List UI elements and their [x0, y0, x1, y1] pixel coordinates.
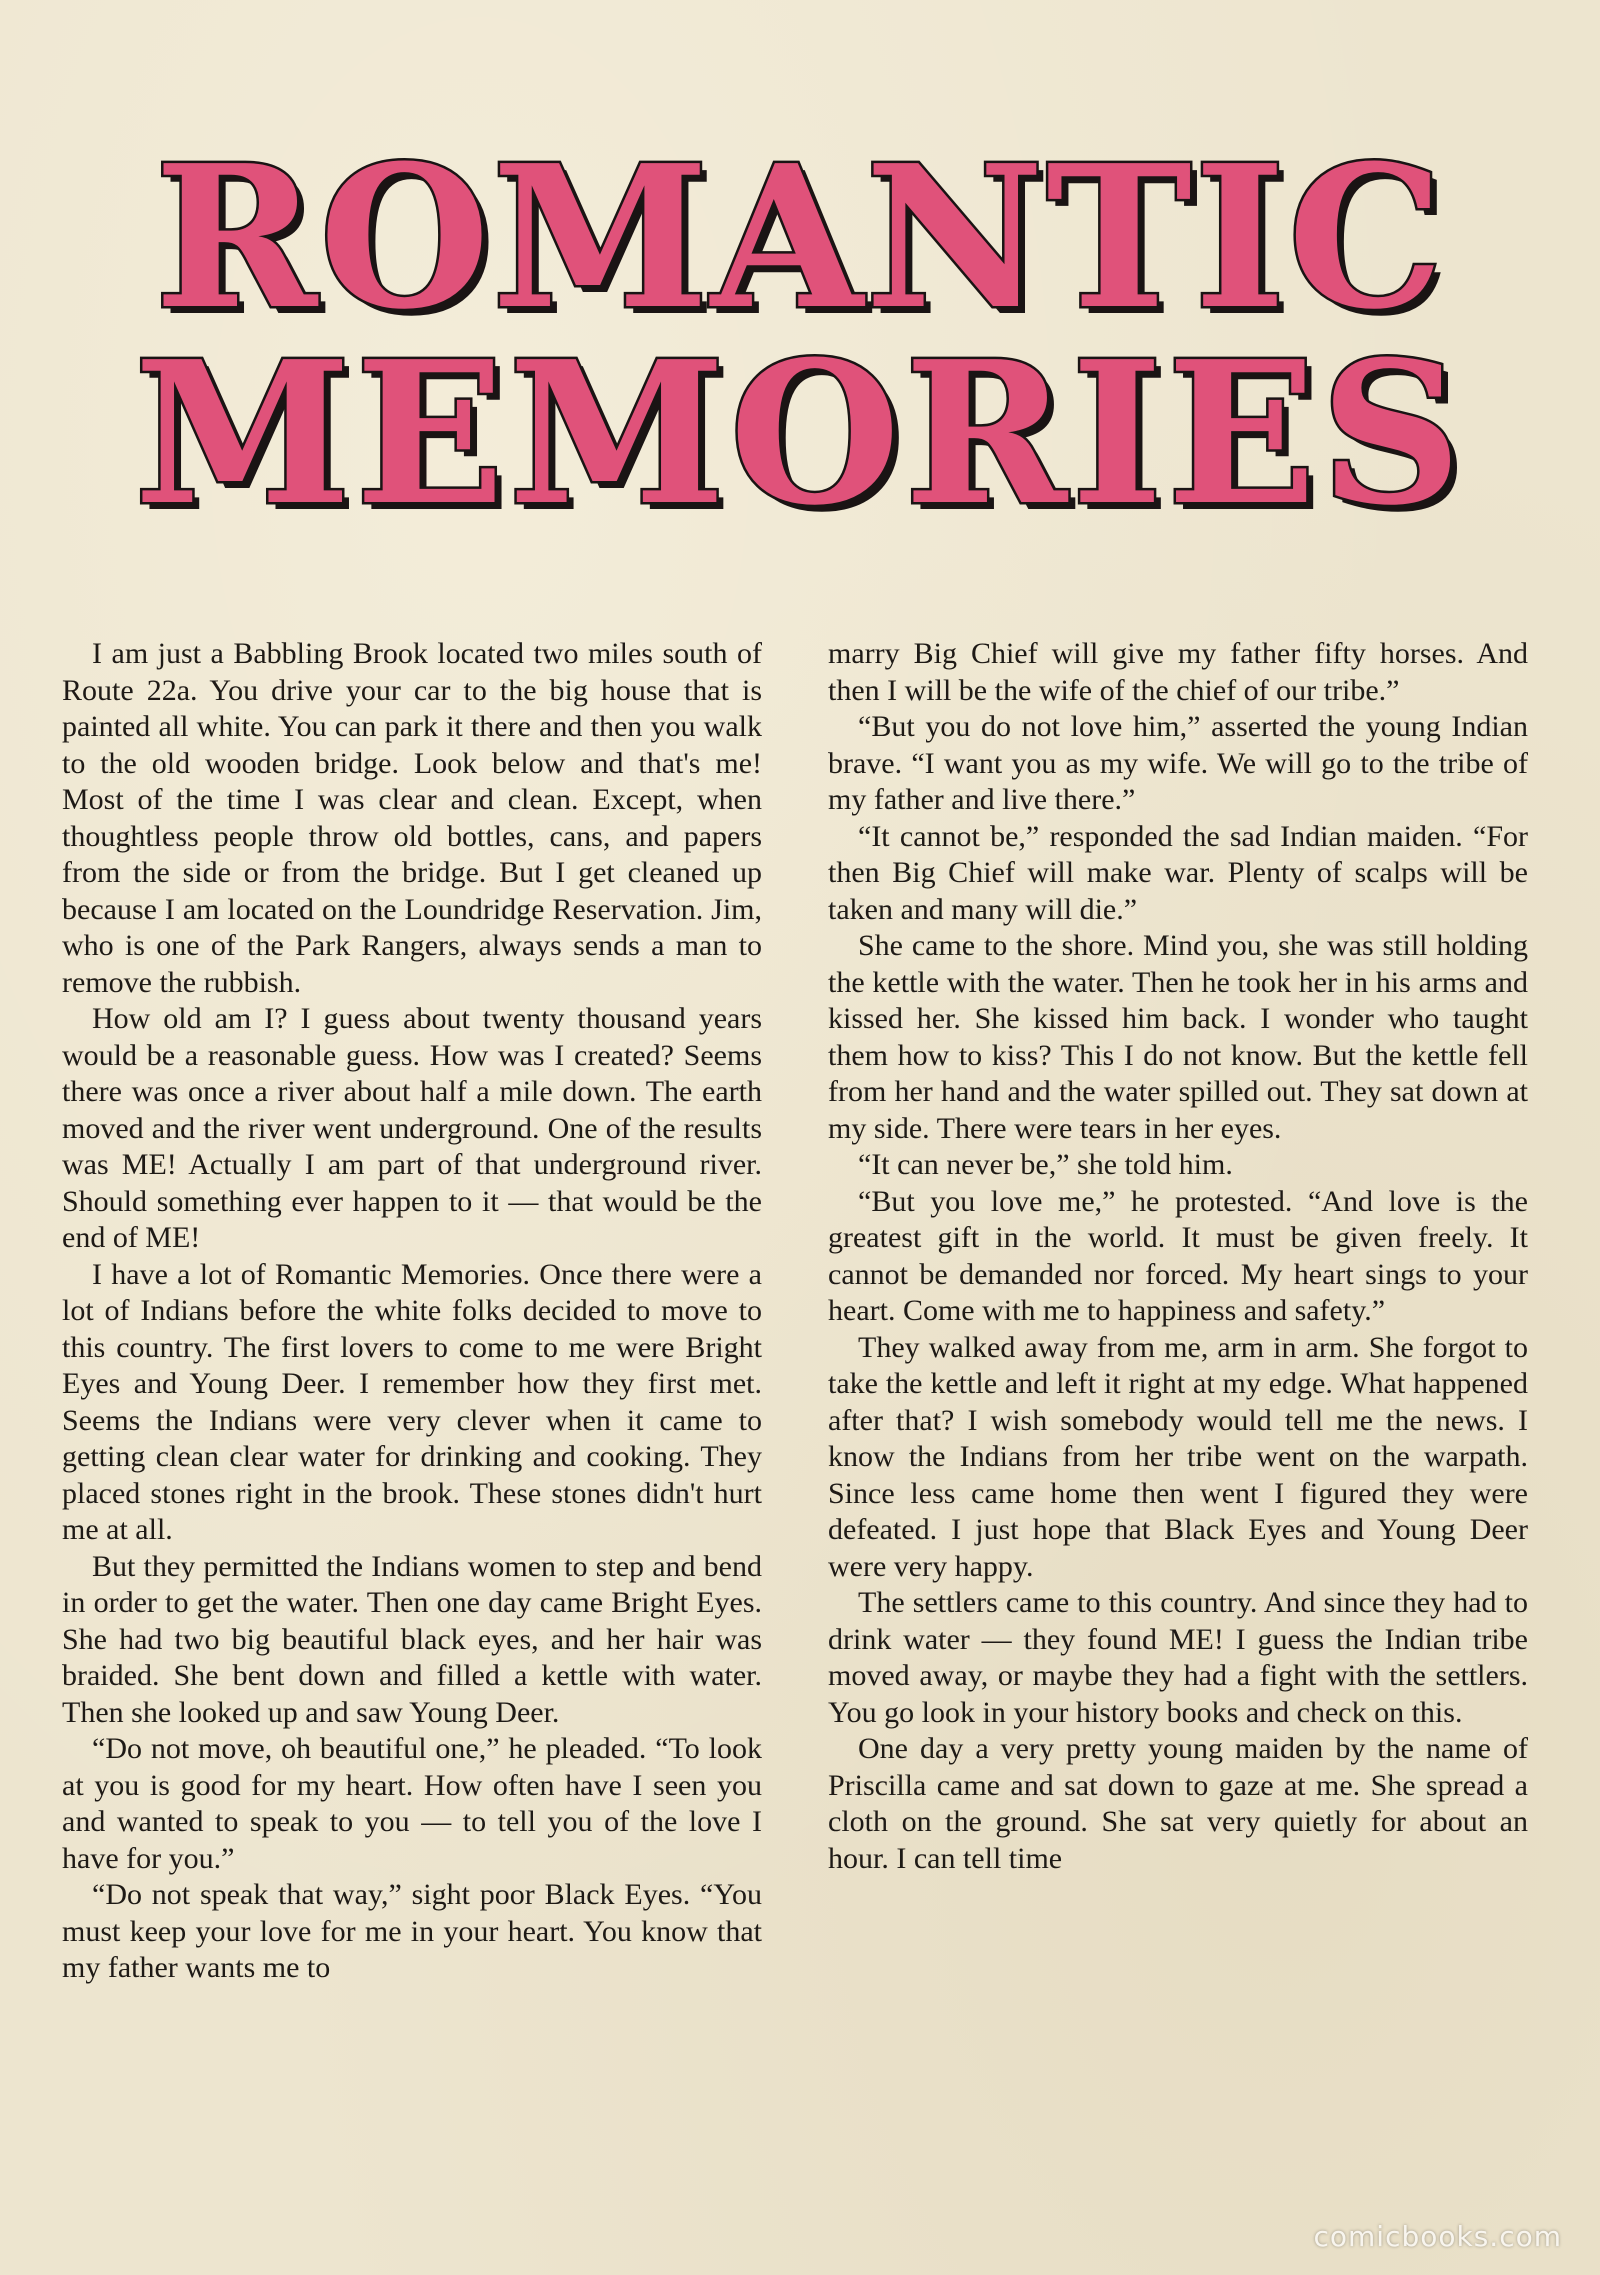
story-column-left	[62, 636, 762, 1987]
story-paragraph: “Do not speak that way,” sight poor Black Eyes. “You must keep your love for me in your heart. You know that my father wants me to	[62, 1878, 762, 1984]
story-paragraph: But they permitted the Indians women to step and bend in order to get the water. Then one day came Bright Eyes. She had two big beautiful black eyes, and her hair was braided. She bent down and filled a kettle with water. Then she looked up and saw Young Deer.	[62, 1549, 762, 1729]
story-paragraph: She came to the shore. Mind you, she was still holding the kettle with the water. Then he took her in his arms and kissed her. She kissed him back. I wonder who taught them how to kiss? This I do not know. But the kettle fell from her hand and the water spilled out. They sat down at my side. There were tears in her eyes.	[828, 929, 1528, 1145]
story-paragraph: “It cannot be,” responded the sad Indian maiden. “For then Big Chief will make war. Plenty of scalps will be taken and many will die.”	[828, 819, 1528, 926]
story-paragraph: “But you do not love him,” asserted the young Indian brave. “I want you as my wife. We will go to the tribe of my father and live there.”	[828, 710, 1528, 816]
story-paragraph-continuation: marry Big Chief will give my father fifty horses. And then I will be the wife of the chief of our tribe.”	[828, 637, 1528, 707]
story-paragraph: They walked away from me, arm in arm. She forgot to take the kettle and left it right at my edge. What happened after that? I wish somebody would tell me the news. I know the Indians from her tribe went on the warpath. Since less came home then went I figured they were defeated. I just hope that Black Eyes and Young Deer were very happy.	[828, 1330, 1528, 1583]
page-title-line-2: MEMORIES	[134, 319, 1466, 549]
story-paragraph: I have a lot of Romantic Memories. Once there were a lot of Indians before the white folks decided to move to this country. The first lovers to come to me were Bright Eyes and Young Deer. I remember how they first met. Seems the Indians were very clever when it came to getting clean clear water for drinking and cooking. They placed stones right in the brook. These stones didn't hurt me at all.	[62, 1257, 762, 1546]
story-paragraph: “But you love me,” he protested. “And love is the greatest gift in the world. It must be given freely. It cannot be demanded nor forced. My heart sings to your heart. Come with me to happiness and safety.”	[828, 1184, 1528, 1327]
story-paragraph: I am just a Babbling Brook located two miles south of Route 22a. You drive your car to the big house that is painted all white. You can park it there and then you walk to the old wooden bridge. Look below and that's me! Most of the time I was clear and clean. Except, when thoughtless people throw old bottles, cans, and papers from the side or from the bridge. But I get cleaned up because I am located on the Loundridge Reservation. Jim, who is one of the Park Rangers, always sends a man to remove the rubbish.	[62, 637, 762, 999]
story-column-right	[828, 636, 1528, 1877]
story-paragraph: How old am I? I guess about twenty thousand years would be a reasonable guess. How was I created? Seems there was once a river about half a mile down. The earth moved and the river went underground. One of the results was ME! Actually I am part of that underground river. Should something ever happen to it — that would be the end of ME!	[62, 1002, 762, 1254]
page-title-line-1: ROMANTIC	[154, 123, 1446, 353]
story-paragraph: “It can never be,” she told him.	[858, 1148, 1233, 1181]
story-paragraph: The settlers came to this country. And since they had to drink water — they found ME! I guess the Indian tribe moved away, or maybe they had a fight with the settlers. You go look in your history books and check on this.	[828, 1586, 1528, 1729]
story-paragraph: “Do not move, oh beautiful one,” he pleaded. “To look at you is good for my heart. How often have I seen you and wanted to speak to you — to tell you of the love I have for you.”	[62, 1732, 762, 1875]
site-watermark: comicbooks.com	[1313, 2220, 1562, 2253]
story-paragraph: One day a very pretty young maiden by the name of Priscilla came and sat down to gaze at me. She spread a cloth on the ground. She sat very quietly for about an hour. I can tell time	[828, 1732, 1528, 1875]
